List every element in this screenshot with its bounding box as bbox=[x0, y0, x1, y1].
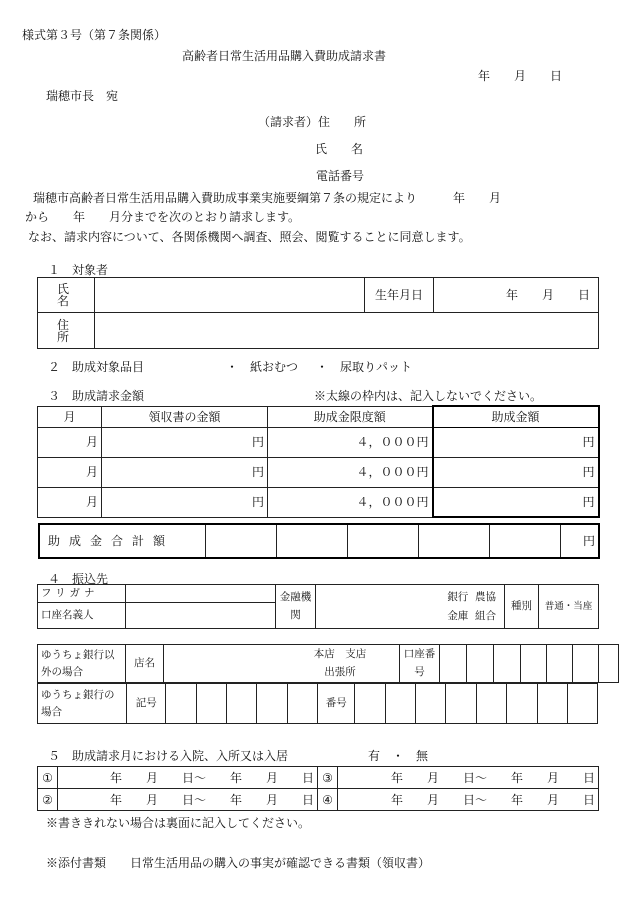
account-digit[interactable] bbox=[547, 645, 573, 683]
col-grant: 助成金額 bbox=[433, 406, 599, 427]
name-field[interactable] bbox=[95, 278, 365, 313]
symbol-label: 記号 bbox=[127, 684, 166, 724]
receipt-cell[interactable]: 円 bbox=[102, 457, 268, 487]
account-digit[interactable] bbox=[573, 645, 599, 683]
bank-table-nonyucho bbox=[37, 644, 619, 683]
admission-yes-no[interactable]: 有 ・ 無 bbox=[368, 749, 429, 763]
total-digit bbox=[418, 524, 489, 558]
account-holder-field[interactable] bbox=[126, 603, 276, 629]
grant-cell: 円 bbox=[433, 427, 599, 457]
furigana-field[interactable] bbox=[126, 585, 276, 603]
number-digit[interactable] bbox=[507, 684, 537, 724]
account-holder-label: 口座名義人 bbox=[38, 603, 126, 629]
month-cell[interactable]: 月 bbox=[38, 457, 102, 487]
branch-field[interactable] bbox=[164, 645, 400, 683]
mark-4: ④ bbox=[318, 789, 338, 811]
amount-table bbox=[37, 405, 600, 518]
item-diaper: ・ 紙おむつ bbox=[226, 360, 299, 374]
claimant-phone-label: 電話番号 bbox=[316, 169, 365, 183]
symbol-digit[interactable] bbox=[257, 684, 287, 724]
number-digit[interactable] bbox=[355, 684, 385, 724]
section5-heading: ５ 助成請求月における入院、入所又は入居 bbox=[48, 749, 289, 763]
grant-cell: 円 bbox=[433, 487, 599, 517]
type-value[interactable]: 普通・当座 bbox=[539, 585, 599, 629]
section4-heading: ４ 振込先 bbox=[48, 572, 109, 586]
section5-note: ※書ききれない場合は裏面に記入してください。 bbox=[46, 816, 311, 830]
grant-cell: 円 bbox=[433, 457, 599, 487]
receipt-cell[interactable]: 円 bbox=[102, 427, 268, 457]
total-yen: 円 bbox=[560, 524, 599, 558]
col-limit: 助成金限度額 bbox=[268, 406, 433, 427]
receipt-cell[interactable]: 円 bbox=[102, 487, 268, 517]
bank-type-cell[interactable] bbox=[316, 585, 505, 629]
section1-heading: １ 対象者 bbox=[48, 263, 109, 277]
section3-heading: ３ 助成請求金額 bbox=[48, 389, 145, 403]
mark-1: ① bbox=[38, 767, 58, 789]
admission-table bbox=[37, 766, 599, 811]
address-label: 住 所 bbox=[38, 313, 95, 349]
number-digit[interactable] bbox=[568, 684, 598, 724]
birth-field[interactable]: 年 月 日 bbox=[434, 278, 599, 313]
limit-cell: ４，０００円 bbox=[268, 427, 433, 457]
address-field[interactable] bbox=[95, 313, 599, 349]
number-digit[interactable] bbox=[416, 684, 446, 724]
body-line-2: から 年 月分までを次のとおり請求します。 bbox=[25, 210, 301, 224]
account-digit[interactable] bbox=[467, 645, 494, 683]
bank-label: 銀行 bbox=[447, 590, 469, 603]
honten-shiten-label: 本店 支店 bbox=[313, 647, 367, 660]
target-person-table bbox=[37, 277, 599, 349]
addressee: 瑞穂市長 宛 bbox=[46, 89, 119, 103]
total-digit bbox=[276, 524, 347, 558]
section2-heading: ２ 助成対象品目 bbox=[48, 360, 145, 374]
nokyo-label: 農協 bbox=[475, 590, 496, 603]
mark-3: ③ bbox=[318, 767, 338, 789]
number-digit[interactable] bbox=[385, 684, 415, 724]
limit-cell: ４，０００円 bbox=[268, 487, 433, 517]
section3-note: ※太線の枠内は、記入しないでください。 bbox=[314, 389, 543, 403]
period-4[interactable]: 年 月 日～ 年 月 日 bbox=[338, 789, 599, 811]
number-digit[interactable] bbox=[537, 684, 567, 724]
birth-label: 生年月日 bbox=[365, 278, 434, 313]
body-line-1: 瑞穂市高齢者日常生活用品購入費助成事業実施要綱第７条の規定により 年 月 bbox=[33, 191, 502, 205]
date-line: 年 月 日 bbox=[478, 69, 563, 83]
total-digit bbox=[489, 524, 560, 558]
attachment-note: ※添付書類 日常生活用品の購入の事実が確認できる書類（領収書） bbox=[46, 856, 431, 870]
branch-label: 店名 bbox=[126, 645, 164, 683]
month-cell[interactable]: 月 bbox=[38, 427, 102, 457]
form-number: 様式第３号（第７条関係） bbox=[22, 28, 167, 42]
claimant-address-label: （請求者）住 所 bbox=[258, 115, 367, 129]
name-label: 氏 名 bbox=[38, 278, 95, 313]
total-digit bbox=[347, 524, 418, 558]
symbol-digit[interactable] bbox=[166, 684, 196, 724]
account-digit[interactable] bbox=[494, 645, 521, 683]
account-digit[interactable] bbox=[599, 645, 619, 683]
account-digit[interactable] bbox=[521, 645, 547, 683]
bank-table-top bbox=[37, 584, 599, 629]
col-month: 月 bbox=[38, 406, 102, 427]
type-label: 種別 bbox=[505, 585, 539, 629]
month-cell[interactable]: 月 bbox=[38, 487, 102, 517]
limit-cell: ４，０００円 bbox=[268, 457, 433, 487]
kumiai-label: 組合 bbox=[475, 609, 496, 622]
institution-label: 金融機関 bbox=[276, 585, 316, 629]
claimant-name-label: 氏 名 bbox=[315, 142, 364, 156]
non-yucho-label: ゆうちょ銀行以外の場合 bbox=[38, 645, 126, 683]
account-no-label: 口座番号 bbox=[400, 645, 440, 683]
symbol-digit[interactable] bbox=[196, 684, 226, 724]
account-digit[interactable] bbox=[440, 645, 467, 683]
number-label: 番号 bbox=[318, 684, 355, 724]
period-3[interactable]: 年 月 日～ 年 月 日 bbox=[338, 767, 599, 789]
col-receipt: 領収書の金額 bbox=[102, 406, 268, 427]
body-line-3: なお、請求内容について、各関係機関へ調査、照会、閲覧することに同意します。 bbox=[28, 230, 471, 244]
shutchojo-label: 出張所 bbox=[324, 665, 356, 678]
period-2[interactable]: 年 月 日～ 年 月 日 bbox=[58, 789, 318, 811]
total-digit bbox=[205, 524, 276, 558]
bank-table-yucho bbox=[37, 683, 598, 724]
total-label: 助成金合計額 bbox=[39, 524, 205, 558]
mark-2: ② bbox=[38, 789, 58, 811]
item-pad: ・ 尿取りパット bbox=[316, 360, 413, 374]
yucho-label: ゆうちょ銀行の場合 bbox=[38, 684, 127, 724]
total-table bbox=[38, 523, 600, 559]
form-title: 高齢者日常生活用品購入費助成請求書 bbox=[182, 49, 387, 63]
symbol-digit[interactable] bbox=[227, 684, 257, 724]
number-digit[interactable] bbox=[476, 684, 506, 724]
period-1[interactable]: 年 月 日～ 年 月 日 bbox=[58, 767, 318, 789]
number-digit[interactable] bbox=[446, 684, 476, 724]
kinko-label: 金庫 bbox=[447, 609, 469, 622]
symbol-digit[interactable] bbox=[287, 684, 317, 724]
furigana-label: フリガナ bbox=[38, 585, 126, 603]
